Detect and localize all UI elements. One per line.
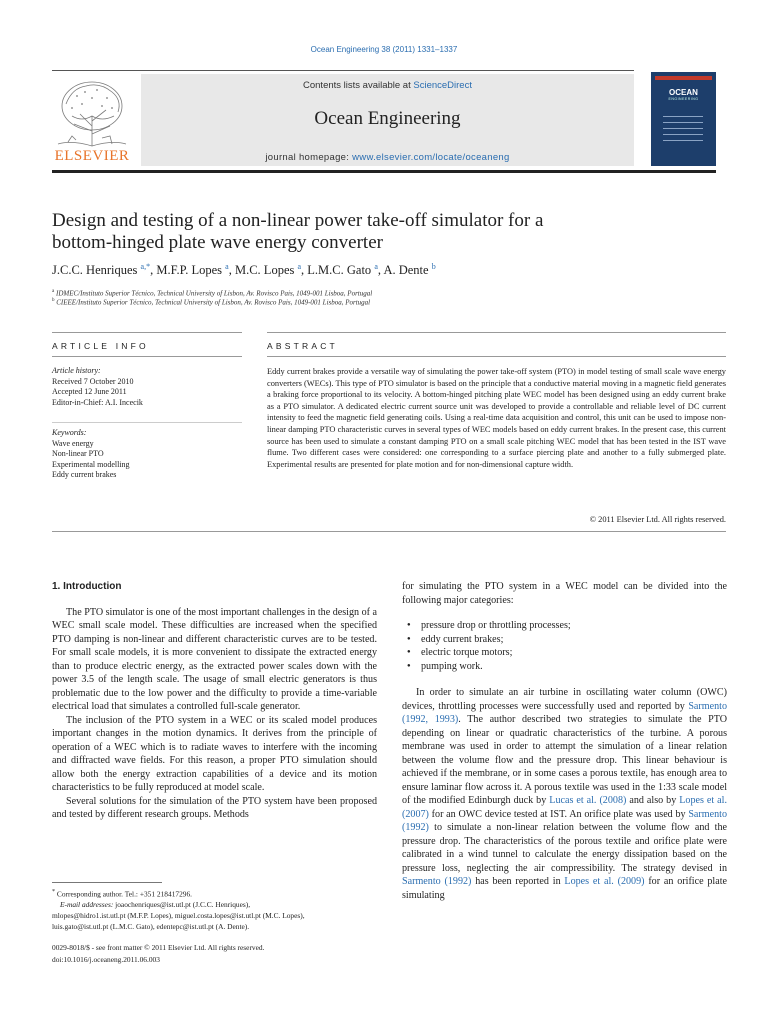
masthead-top-rule (52, 70, 634, 71)
homepage-url-link[interactable]: www.elsevier.com/locate/oceaneng (352, 152, 510, 163)
history-label: Article history: (52, 366, 101, 375)
author-name: M.C. Lopes (234, 263, 295, 278)
author-separator: , (150, 263, 157, 278)
article-info-top-rule (52, 332, 242, 333)
abstract-top-rule (267, 332, 726, 333)
corresponding-author-footnote (52, 887, 382, 932)
body-column-right (402, 580, 727, 902)
affiliation-text: IDMEC/Instituto Superior Técnico, Technical University of Lisbon, Av. Rovisco Pais, 1049-001 Lisboa, Portugal (55, 289, 373, 298)
body-paragraph: for simulating the PTO system in a WEC model can be divided into the following major categories: (402, 581, 727, 606)
abstract-bottom-rule (52, 531, 726, 532)
doi-line[interactable]: doi:10.1016/j.oceaneng.2011.06.003 (52, 955, 160, 964)
citation-link[interactable]: Lopes et al. (2009) (564, 876, 645, 887)
affiliation-mark: a (52, 289, 55, 294)
article-title (52, 210, 652, 254)
author-affiliation-mark[interactable]: a (297, 262, 302, 271)
publisher-name: ELSEVIER (54, 148, 130, 164)
received-date: Received 7 October 2010 (52, 376, 134, 386)
text-run: for an OWC device tested at IST. An orifice plate was used by (428, 808, 689, 820)
keyword-item: Eddy current brakes (52, 470, 117, 479)
citation-link[interactable]: Lopes et al. (2007) (402, 795, 727, 820)
email-label: E-mail addresses: (60, 900, 114, 910)
body-paragraph (402, 686, 727, 902)
homepage-line (141, 152, 634, 163)
author-affiliation-mark[interactable]: b (431, 262, 436, 271)
sciencedirect-link[interactable]: ScienceDirect (413, 80, 472, 91)
editor-line: Editor-in-Chief: A.I. Incecik (52, 397, 143, 407)
author-separator: , (377, 263, 384, 278)
text-run: and also by (626, 795, 680, 806)
article-title-line1: Design and testing of a non-linear power take-off simulator for a (52, 210, 544, 231)
abstract-heading: ABSTRACT (267, 341, 338, 351)
list-item: ● pumping work. (407, 660, 727, 674)
issn-line: 0029-8018/$ - see front matter © 2011 Elsevier Ltd. All rights reserved. (52, 943, 265, 952)
masthead-bottom-rule (52, 170, 716, 173)
keywords (52, 428, 242, 481)
author-separator: , (301, 263, 308, 278)
author-affiliation-mark[interactable]: a (225, 262, 229, 271)
article-history (52, 366, 242, 408)
list-item: ● electric torque motors; (407, 646, 727, 660)
author-separator: , (228, 263, 235, 278)
section-heading-introduction: 1. Introduction (52, 581, 122, 592)
keyword-item: Experimental modelling (52, 459, 130, 469)
article-info-divider (52, 422, 242, 423)
accepted-date: Accepted 12 June 2011 (52, 387, 127, 396)
affiliation-a (52, 289, 712, 297)
author-name: M.F.P. Lopes (156, 263, 223, 278)
email-addresses[interactable]: joaochenriques@ist.utl.pt (J.C.C. Henriques), (113, 900, 251, 910)
journal-title: Ocean Engineering (314, 108, 461, 129)
cover-title-line1: OCEAN (669, 88, 698, 97)
citation-link[interactable]: Sarmento (1992, 1993) (402, 700, 727, 725)
journal-masthead (52, 70, 716, 174)
author-name: A. Dente (383, 263, 429, 278)
citation-link[interactable]: Lucas et al. (2008) (549, 795, 627, 806)
article-info-heading-rule (52, 356, 242, 357)
author-affiliation-mark[interactable]: a,* (140, 262, 151, 271)
abstract-text: Eddy current brakes provide a versatile way of simulating the power take-off system (PTO) in model testing of small scale wave energy converters (WECs). This type of PTO simulator is based on the principle that a conductive material moving in a magnetic field generates a braking force proportional to its velocity. A bottom-hinged pitching plate WEC model has been designed using an eddy current brake as a PTO simulator. A dedicated electric current source unit was developed to provide a controllable and reliable level of DC current intensity to feed the magnetic field generating coils. Using a real-time data acquisition and control, this unit can be used to impose non-linear damping PTO characteristic curves in several types of WEC models based on eddy current brakes. In the present case, this current source has been used to simulate a constant damping PTO on a small scale pitching WEC model that has been tested in the IST wave flume. Two different cases were considered: one corresponding to a surface piercing plate and another to a fully submerged plate. Experimental results are presented for plate motion and for non-dimensional capture width. (267, 367, 726, 469)
abstract-heading-rule (267, 356, 726, 357)
cover-text-lines (663, 116, 703, 156)
journal-header-box (141, 74, 634, 166)
body-column-left (52, 580, 377, 822)
article-title-line2: bottom-hinged plate wave energy converter (52, 232, 383, 253)
author-name: J.C.C. Henriques (52, 263, 138, 278)
footnote-mark: * (52, 889, 56, 895)
cover-subtitle: ENGINEERING (668, 97, 699, 101)
keywords-label: Keywords: (52, 428, 87, 437)
citation-link[interactable]: Sarmento (1992) (402, 808, 727, 833)
keyword-item: Wave energy (52, 438, 94, 448)
author-affiliation-mark[interactable]: a (374, 262, 378, 271)
email-addresses[interactable]: luis.gato@ist.utl.pt (L.M.C. Gato), edentepc@ist.utl.pt (A. Dente). (52, 922, 250, 932)
author-list (52, 262, 712, 278)
cover-strip (655, 76, 712, 80)
footnote-rule (52, 882, 162, 883)
text-run: . The author described two strategies to simulate the PTO depending on linear or quadratic characteristics of the turbine. A porous membrane was used in order to attempt the simulation of a linear relation between the volume flow and the pressure drop. This linear behaviour is achieved if the membrane, or in some cases a porous textile, has enough area to ensure laminar flow across it. A porous textile was used in the 1:33 scale model of the modified Edinburgh duck by (402, 714, 727, 806)
footnote-text: Corresponding author. Tel.: +351 218417296. (55, 889, 193, 899)
affiliation-b (52, 298, 712, 306)
contents-prefix: Contents lists available at (303, 80, 414, 91)
list-item: ● pressure drop or throttling processes; (407, 619, 727, 633)
homepage-prefix: journal homepage: (265, 152, 353, 163)
keyword-item: Non-linear PTO (52, 449, 104, 458)
body-paragraph: Several solutions for the simulation of the PTO system have been proposed and tested by different research groups. Methods (52, 795, 377, 820)
text-run: for an orifice plate simulating (402, 876, 727, 901)
journal-cover-thumbnail[interactable] (651, 72, 716, 166)
text-run: to simulate a non-linear relation between the volume flow and the pressure drop. The characteristics of the porous textile and orifice plate were calibrated in a wind tunnel to calculate the energy dissipation based on the pressure loss, neglecting the air compressibility. The strategy devised in (402, 822, 727, 874)
citation-link[interactable]: Sarmento (1992) (402, 876, 472, 887)
text-run: In order to simulate an air turbine in oscillating water column (OWC) devices, throttling processes were successfully used and reported by (402, 687, 727, 712)
affiliation-mark: b (52, 298, 55, 303)
list-item: ● eddy current brakes; (407, 633, 727, 647)
email-addresses[interactable]: mlopes@hidro1.ist.utl.pt (M.F.P. Lopes), miguel.costa.lopes@ist.utl.pt (M.C. Lopes), (52, 911, 305, 921)
cover-title (651, 88, 716, 97)
article-info-heading: ARTICLE INFO (52, 341, 149, 351)
journal-reference[interactable]: Ocean Engineering 38 (2011) 1331–1337 (310, 45, 458, 54)
text-run: has been reported in (471, 876, 565, 887)
contents-line (141, 80, 634, 91)
author-name: L.M.C. Gato (307, 263, 372, 278)
affiliation-text: CIEEE/Instituto Superior Técnico, Technical University of Lisbon, Av. Rovisco Pais, 1049-001 Lisboa, Portugal (56, 298, 371, 307)
body-paragraph: The inclusion of the PTO system in a WEC or its scaled model produces important changes in the motion dynamics. It derives from the principle of operation of a WEC which is to radiate waves to interfere with the incoming and diffracted wave fields. For this reason, a proper PTO simulation should allow both the energy extraction capabilities of a device and its motion characteristics to be fully reproduced at model scale. (52, 714, 377, 793)
pto-category-list (407, 619, 727, 673)
body-paragraph: The PTO simulator is one of the most important challenges in the design of a WEC small scale model. These difficulties are increased when the specified PTO damping is non-linear and different characteristic curves are to be tested. For small scale models, it is more convenient to dissipate the extracted energy than to produce electric energy, as the extracted power scales down with the power 3.5 of the length scale. The usage of small electric generators is thus problematic due to the low power and the difficulty to provide a time-variable electrical load that simulates a controlled full-scale generator. (52, 606, 377, 712)
abstract-copyright: © 2011 Elsevier Ltd. All rights reserved. (589, 515, 726, 524)
